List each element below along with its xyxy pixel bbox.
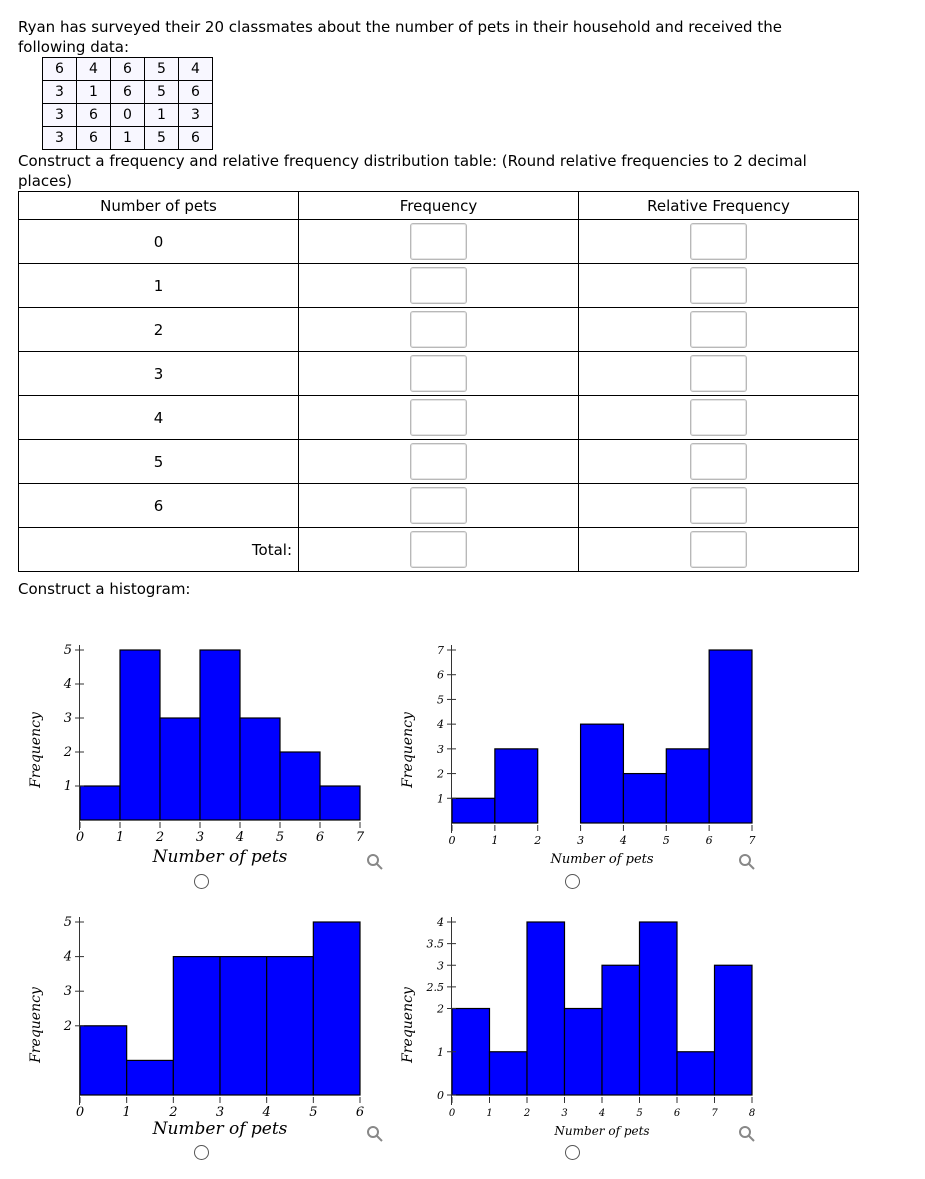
x-tick-label: 4 [619,834,627,847]
chart-area-b [400,644,756,867]
x-tick-label: 1 [115,830,125,845]
data-cell: 6 [179,81,213,104]
data-cell: 6 [77,104,111,127]
instruction-line-2: places) [18,172,73,190]
data-cell: 3 [43,104,77,127]
total-row [19,528,859,572]
histogram-bar [220,957,267,1095]
data-cell: 1 [77,81,111,104]
x-tick-label: 3 [195,830,205,845]
frequency-input-6[interactable] [410,487,467,524]
x-tick-label: 2 [534,834,542,847]
histogram-bar [602,965,640,1095]
histogram-bar [709,650,752,823]
pets-value: 4 [19,396,299,440]
chart-area-c [28,915,364,1139]
histogram-bar [666,749,709,823]
x-tick-label: 3 [561,1108,568,1119]
table-row [19,440,859,484]
instruction-text [18,151,807,191]
x-tick-label: 2 [155,830,165,845]
question-line-2: following data: [18,38,130,56]
y-tick-label: 3 [63,984,72,1000]
y-tick-label: 2 [437,767,444,781]
zoom-icon-a[interactable] [365,852,385,872]
table-row [19,308,859,352]
relative-frequency-input-3[interactable] [690,355,747,392]
y-axis-label: Frequency [28,712,44,788]
data-cell: 5 [145,81,179,104]
data-cell: 6 [111,58,145,81]
pets-value: 2 [19,308,299,352]
frequency-input-4[interactable] [410,399,467,436]
x-tick-label: 1 [122,1105,131,1120]
y-tick-label: 4 [437,718,444,732]
x-tick-label: 6 [673,1108,681,1119]
table-row [19,264,859,308]
radio-option-b[interactable] [565,874,580,889]
x-tick-label: 8 [748,1108,756,1119]
histogram-bar [173,957,220,1095]
x-tick-label: 4 [262,1105,271,1120]
question-line-1: Ryan has surveyed their 20 classmates about the number of pets in their household and received the [18,18,782,36]
x-tick-label: 7 [711,1108,718,1119]
x-tick-label: 2 [523,1108,531,1119]
x-tick-label: 7 [748,834,756,847]
radio-option-a[interactable] [194,874,209,889]
x-axis-label: Number of pets [554,1124,650,1138]
relative-frequency-input-4[interactable] [690,399,747,436]
data-cell: 3 [43,127,77,150]
frequency-input-0[interactable] [410,223,467,260]
histogram-bar [320,786,360,820]
table-row [19,220,859,264]
y-tick-label: 4 [63,677,72,692]
x-axis-label: Number of pets [152,1119,288,1139]
frequency-input-5[interactable] [410,443,467,480]
histogram-bar [490,1052,528,1095]
frequency-table [18,191,859,572]
header-relative-frequency: Relative Frequency [579,192,859,220]
x-tick-label: 6 [355,1105,365,1120]
histogram-bar [565,1009,603,1096]
data-row [43,58,213,81]
y-tick-label: 1 [437,792,444,806]
data-cell: 6 [77,127,111,150]
radio-option-d[interactable] [565,1145,580,1160]
frequency-input-1[interactable] [410,267,467,304]
y-tick-label: 5 [63,643,72,658]
y-tick-label: 0 [437,1089,444,1102]
y-tick-label: 5 [63,915,72,930]
chart-area-a [28,643,365,867]
y-tick-label: 7 [437,644,444,657]
histogram-bar [677,1052,715,1095]
data-row [43,127,213,150]
y-tick-label: 2 [63,745,72,760]
x-tick-label: 3 [577,834,585,847]
table-row [19,352,859,396]
pets-value: 3 [19,352,299,396]
frequency-input-3[interactable] [410,355,467,392]
histogram-bar [80,1026,127,1095]
histogram-bar [452,1009,490,1096]
relative-frequency-input-6[interactable] [690,487,747,524]
data-cell: 6 [111,81,145,104]
y-tick-label: 2 [437,1002,444,1016]
x-tick-label: 7 [355,830,365,845]
y-tick-label: 5 [437,693,444,707]
x-tick-label: 5 [662,834,670,847]
histogram-bar [452,798,495,823]
histogram-bar [623,774,666,823]
histogram-bar [715,965,753,1095]
histogram-option-a [20,625,365,870]
data-cell: 0 [111,104,145,127]
x-tick-label: 3 [215,1105,225,1120]
histogram-bar [280,752,320,820]
data-cell: 5 [145,58,179,81]
data-cell: 1 [111,127,145,150]
relative-frequency-input-5[interactable] [690,443,747,480]
pets-value: 0 [19,220,299,264]
histogram-option-b [395,625,775,870]
y-tick-label: 1 [63,779,72,794]
histogram-bar [527,922,565,1095]
y-tick-label: 3.5 [426,937,444,951]
y-axis-label: Frequency [400,712,416,788]
relative-frequency-input-2[interactable] [690,311,747,348]
histogram-bar [267,957,314,1095]
data-cell: 3 [43,81,77,104]
zoom-icon-c[interactable] [365,1124,385,1144]
y-tick-label: 4 [63,949,72,965]
x-tick-label: 5 [275,830,285,845]
x-tick-label: 5 [309,1105,318,1120]
pets-value: 6 [19,484,299,528]
x-tick-label: 0 [75,1105,85,1120]
x-tick-label: 0 [75,830,85,845]
y-tick-label: 3 [437,742,444,756]
x-axis-label: Number of pets [550,852,654,867]
table-row [19,484,859,528]
histogram-bar [80,786,120,820]
x-tick-label: 6 [705,834,713,847]
y-tick-label: 3 [63,711,72,726]
pets-value: 5 [19,440,299,484]
raw-data-table [42,57,213,150]
frequency-input-2[interactable] [410,311,467,348]
pets-value: 1 [19,264,299,308]
data-cell: 6 [43,58,77,81]
histogram-bar [313,922,360,1095]
y-tick-label: 2.5 [426,980,444,994]
histogram-bar [495,749,538,823]
zoom-icon-d[interactable] [737,1124,757,1144]
histogram-bar [581,724,624,823]
histogram-option-d [395,900,775,1145]
histogram-bar [240,718,280,820]
instruction-line-1: Construct a frequency and relative frequency distribution table: (Round relative frequencies to 2 decimal [18,152,807,170]
histogram-bar [120,650,160,820]
y-axis-label: Frequency [400,987,416,1063]
data-cell: 3 [179,104,213,127]
x-tick-label: 4 [235,830,245,845]
histogram-bar [200,650,240,820]
table-row [19,396,859,440]
zoom-icon-b[interactable] [737,852,757,872]
total-label: Total: [19,528,299,572]
x-tick-label: 1 [486,1108,493,1119]
histogram-bar [127,1060,174,1095]
histogram-option-c [20,900,390,1145]
chart-area-d [400,916,755,1138]
question-text [18,17,782,57]
data-cell: 4 [77,58,111,81]
data-cell: 5 [145,127,179,150]
y-axis-label: Frequency [28,987,44,1063]
x-tick-label: 1 [491,834,499,847]
histogram-bar [160,718,200,820]
histogram-prompt: Construct a histogram: [18,580,191,598]
y-tick-label: 4 [437,916,444,929]
relative-frequency-input-1[interactable] [690,267,747,304]
x-tick-label: 6 [315,830,325,845]
y-tick-label: 3 [437,959,444,973]
data-cell: 4 [179,58,213,81]
x-tick-label: 5 [636,1108,643,1119]
y-tick-label: 6 [437,668,444,682]
x-tick-label: 0 [448,1108,456,1119]
data-cell: 6 [179,127,213,150]
data-row [43,104,213,127]
x-tick-label: 0 [448,834,456,847]
x-axis-label: Number of pets [152,847,288,867]
header-number-of-pets: Number of pets [19,192,299,220]
radio-option-c[interactable] [194,1145,209,1160]
y-tick-label: 2 [63,1018,72,1034]
x-tick-label: 4 [598,1108,606,1119]
header-frequency: Frequency [299,192,579,220]
data-row [43,81,213,104]
data-cell: 1 [145,104,179,127]
relative-frequency-total-input[interactable] [690,531,747,568]
x-tick-label: 2 [169,1105,178,1120]
histogram-bar [640,922,678,1095]
y-tick-label: 1 [437,1045,444,1059]
relative-frequency-input-0[interactable] [690,223,747,260]
frequency-table-header [19,192,859,220]
frequency-total-input[interactable] [410,531,467,568]
